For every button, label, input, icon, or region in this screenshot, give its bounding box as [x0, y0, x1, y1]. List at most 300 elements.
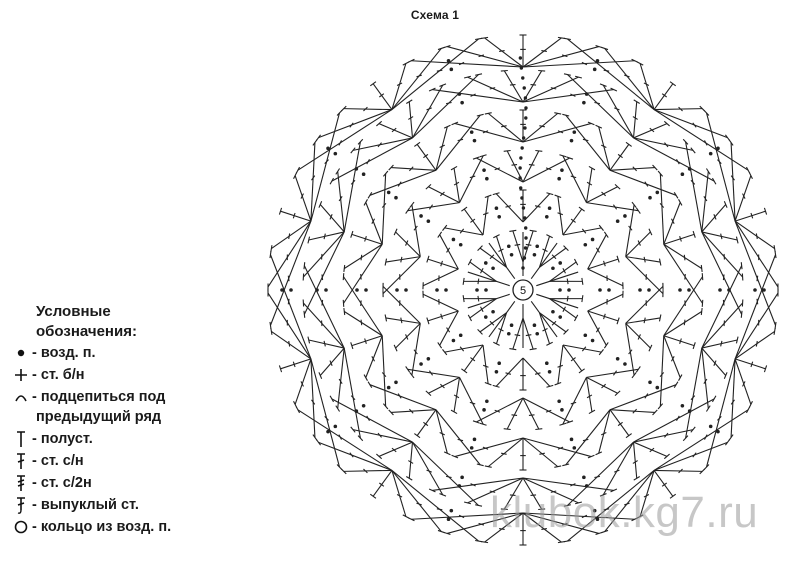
stitch-bar [446, 476, 451, 477]
stitch-bar [618, 422, 623, 425]
fan-stitch [460, 156, 484, 203]
stitch-top [344, 308, 345, 315]
stitch-top [504, 151, 511, 152]
fan-stitch [563, 156, 587, 203]
fan-stitch [610, 410, 629, 436]
stitch-top [741, 262, 742, 269]
legend-text-post: - выпуклый ст. [32, 497, 139, 513]
fan-stitch [686, 348, 702, 438]
stitch-bar [330, 214, 332, 219]
stitch-bar [662, 94, 667, 97]
chain-dot [616, 357, 620, 361]
fan-stitch [610, 168, 655, 171]
chain-dot [570, 438, 574, 442]
chain-dot [484, 315, 488, 319]
legend-title-line1: Условные [36, 303, 111, 320]
fan-stitch [702, 204, 726, 231]
stitch-top [394, 345, 397, 351]
stitch-bar [470, 402, 475, 404]
chain-dot [362, 404, 366, 408]
stitch-top [535, 429, 542, 430]
stitch-bar [721, 234, 722, 239]
stitch-bar [379, 94, 384, 97]
fan-stitch [539, 313, 566, 332]
chain-dot [524, 236, 527, 239]
stitch-top [712, 396, 715, 402]
chain-dot [444, 288, 448, 292]
dot-icon [10, 342, 32, 364]
chain-dot [623, 214, 627, 218]
legend-text-dc: - ст. с/н [32, 453, 84, 469]
stitch-top [649, 345, 652, 351]
fan-stitch [295, 359, 311, 404]
fan-stitch [707, 359, 736, 467]
stitch-bar [638, 241, 640, 246]
stitch-bar [470, 176, 475, 178]
stitch-bar [684, 320, 685, 326]
legend-title-line2: обозначения: [36, 323, 137, 340]
chain-dot [362, 172, 366, 176]
fan-stitch [423, 294, 458, 311]
stitch-top [308, 337, 310, 344]
stitch-top [615, 391, 620, 396]
stitch-bar [499, 51, 505, 52]
stitch-top [774, 328, 775, 335]
chain-dot [570, 139, 574, 143]
fan-stitch [539, 313, 549, 344]
fan-stitch [664, 336, 694, 346]
stitch-top [475, 38, 482, 39]
fan-stitch [610, 410, 655, 413]
fan-stitch [523, 438, 591, 457]
chain-dot [583, 333, 587, 337]
stitch-top [463, 295, 464, 302]
fan-stitch [343, 277, 382, 336]
chain-dot [551, 310, 555, 314]
chain-dot [387, 386, 391, 390]
chain-dot [523, 86, 526, 89]
stitch-bar [756, 233, 757, 239]
fan-stitch [735, 211, 765, 221]
chain-dot [419, 214, 423, 218]
stitch-top [774, 245, 775, 252]
fan-stitch [664, 202, 680, 244]
arc-icon [10, 386, 32, 408]
watermark: klubok.kg7.ru [490, 488, 759, 537]
chain-dot [334, 425, 338, 429]
stitch-bar [289, 341, 290, 347]
chain-dot [560, 168, 564, 172]
chain-dot [482, 408, 486, 412]
stitch-bar [322, 274, 323, 280]
stitch-bar [406, 241, 408, 246]
stitch-top [475, 505, 482, 506]
stitch-top [304, 262, 305, 269]
stitch-bar [289, 233, 290, 239]
fan-stitch [586, 377, 591, 411]
chain-dot [447, 59, 451, 63]
fan-stitch [634, 399, 715, 442]
chain-dot [616, 219, 620, 223]
fan-stitch [483, 345, 488, 384]
fan-stitch [523, 38, 561, 67]
fan-stitch [304, 266, 344, 348]
fan-stitch [271, 221, 311, 249]
fan-stitch [470, 299, 496, 318]
fan-stitch [634, 138, 715, 181]
stitch-top [385, 314, 386, 321]
stitch-bar [594, 476, 599, 477]
chain-dot [718, 288, 722, 292]
chain-dot [524, 116, 527, 119]
fan-stitch [408, 369, 460, 377]
stitch-top [702, 300, 703, 307]
fan-stitch [634, 124, 667, 138]
chain-dot [648, 380, 652, 384]
stitch-bar [714, 214, 716, 219]
fan-stitch [563, 209, 582, 235]
stitch-bar [324, 234, 325, 239]
fan-stitch [735, 359, 751, 404]
spoke-stitch [468, 294, 510, 308]
fan-stitch [654, 470, 702, 471]
stitch-bar [535, 206, 540, 208]
fan-stitch [295, 176, 311, 221]
fan-stitch [344, 244, 382, 268]
fan-stitch [702, 232, 737, 240]
chain-dot [522, 206, 525, 209]
fan-stitch [654, 410, 748, 471]
plus-icon [10, 364, 32, 386]
stitch-bar [478, 296, 479, 302]
fan-stitch [664, 244, 702, 268]
fan-stitch [586, 187, 617, 203]
stitch-top [615, 184, 620, 189]
chain-dot [495, 370, 499, 374]
stitch-top [330, 396, 333, 402]
spoke-stitch [531, 243, 557, 279]
fan-stitch [280, 211, 310, 221]
stitch-top [554, 113, 561, 114]
chain-dot [548, 370, 552, 374]
fan-stitch [610, 144, 629, 170]
stitch-bar [506, 373, 511, 375]
legend-text-ring: - кольцо из возд. п. [32, 519, 172, 535]
chain-dot [598, 288, 602, 292]
fan-stitch [391, 410, 436, 413]
stitch-top [558, 542, 565, 543]
fan-stitch [382, 174, 385, 245]
fan-stitch [563, 228, 601, 235]
fan-stitch [352, 234, 382, 244]
stitch-top [535, 151, 542, 152]
legend-row-dc [10, 450, 240, 472]
fan-stitch [320, 348, 344, 375]
stitch-top [385, 259, 386, 266]
stitch-bar [288, 299, 289, 305]
fan-stitch [610, 385, 676, 410]
chain-dot [394, 196, 398, 200]
chain-dot [551, 266, 555, 270]
stitch-bar [662, 483, 667, 486]
stitch-bar [571, 402, 576, 404]
stitch-top [582, 295, 583, 302]
stitch-bar [423, 154, 428, 157]
chain-dot [558, 261, 562, 265]
legend-row-hdc [10, 428, 240, 450]
fan-stitch [586, 369, 638, 377]
chain-dot [681, 404, 685, 408]
chain-dot [497, 215, 501, 219]
stitch-bar [470, 358, 475, 361]
fan-stitch [460, 377, 484, 424]
fan-stitch [654, 109, 702, 110]
chain-dot [419, 362, 423, 366]
fan-stitch [417, 144, 436, 170]
chain-dot [355, 288, 359, 292]
stitch-top [574, 259, 577, 265]
fan-stitch [470, 262, 496, 281]
chain-dot [583, 243, 587, 247]
stitch-bar [756, 341, 757, 347]
fan-stitch [634, 442, 637, 478]
fan-stitch [412, 85, 442, 138]
chain-dot [485, 399, 489, 403]
stitch-bar [526, 335, 532, 336]
chain-dot [450, 509, 454, 513]
fan-stitch [654, 84, 673, 110]
fan-stitch [586, 377, 617, 393]
legend-text-sc: - ст. б/н [32, 367, 85, 383]
fan-stitch [550, 262, 576, 281]
chain-dot [394, 380, 398, 384]
chain-dot [518, 176, 521, 179]
fan-stitch [409, 102, 412, 138]
fan-stitch [379, 124, 412, 138]
chain-dot [521, 76, 524, 79]
stitch-top [376, 121, 381, 126]
fan-stitch [445, 345, 483, 352]
stitch-top [579, 369, 585, 373]
fan-stitch [332, 138, 413, 181]
chain-dot [519, 156, 522, 159]
stitch-bar [446, 102, 451, 103]
fan-stitch [370, 170, 436, 195]
stitch-bar [512, 165, 518, 166]
fan-stitch [483, 196, 488, 235]
fan-stitch [523, 61, 635, 67]
chain-dot [638, 288, 642, 292]
stitch-bar [501, 126, 506, 127]
stitch-top [701, 265, 702, 272]
stitch-bar [515, 244, 521, 245]
stitch-top [468, 315, 471, 321]
stitch-top [271, 245, 272, 252]
chain-dot [709, 425, 713, 429]
chain-dot [535, 332, 539, 336]
fan-stitch [550, 299, 576, 318]
stitch-top [530, 349, 537, 350]
fan-stitch [563, 345, 601, 352]
fan-stitch [412, 442, 442, 495]
chain-dot [523, 126, 526, 129]
chain-dot [450, 68, 454, 72]
chain-dot [558, 315, 562, 319]
chain-dot [427, 219, 431, 223]
fan-stitch [610, 170, 676, 195]
chain-dot [497, 361, 501, 365]
stitch-top [702, 273, 703, 280]
stitch-top [414, 434, 420, 438]
fan-stitch [664, 312, 702, 336]
stitch-bar [644, 318, 645, 323]
chain-dot [364, 288, 368, 292]
chain-dot [452, 238, 456, 242]
chain-dot [452, 339, 456, 343]
chain-dot [484, 288, 488, 292]
stitch-top [485, 113, 492, 114]
chain-dot [523, 256, 526, 259]
stitch-top [558, 37, 565, 38]
legend-row-post [10, 494, 240, 516]
fan-stitch [588, 269, 623, 286]
stitch-top [426, 391, 431, 396]
fan-stitch [563, 345, 582, 371]
stitch-bar [684, 255, 685, 261]
stitch-top [414, 142, 420, 146]
chain-dot [289, 288, 293, 292]
stitch-top [330, 178, 333, 184]
stitch-bar [478, 279, 479, 285]
chain-dot [520, 196, 523, 199]
stitch-bar [330, 361, 332, 366]
legend-text-arc-cont: предыдущий ряд [36, 409, 162, 425]
fan-stitch [411, 61, 523, 67]
stitch-top [475, 74, 482, 75]
stitch-top [564, 38, 571, 39]
legend-text-chain: - возд. п. [32, 345, 96, 361]
chain-dot [655, 386, 659, 390]
fan-stitch [485, 38, 523, 67]
stitch-bar [406, 334, 408, 339]
stitch-top [504, 429, 511, 430]
chain-dot [648, 196, 652, 200]
post-stitch-icon [10, 494, 32, 516]
stitch-bar [583, 439, 588, 440]
fan-stitch [702, 348, 726, 375]
fan-stitch [298, 410, 392, 471]
stitch-top [296, 167, 299, 173]
chain-dot [459, 333, 463, 337]
chain-dot [709, 152, 713, 156]
fan-stitch [496, 236, 506, 267]
fan-stitch [332, 399, 413, 442]
stitch-top [270, 322, 271, 329]
stitch-bar [501, 453, 506, 454]
fan-stitch [280, 359, 310, 369]
chain-dot [404, 288, 408, 292]
fan-stitch [603, 442, 633, 495]
fan-stitch [309, 232, 344, 240]
chain-dot [655, 191, 659, 195]
stitch-bar [458, 139, 463, 140]
fan-stitch [664, 234, 694, 244]
stitch-top [564, 540, 571, 541]
fan-stitch [735, 331, 775, 359]
chain-dot [510, 323, 514, 327]
double-crochet-icon [10, 450, 32, 472]
chain-dot [593, 68, 597, 72]
chain-dot [582, 476, 586, 480]
chain-dot [458, 92, 462, 96]
chain-dot [470, 130, 474, 134]
stitch-bar [535, 373, 540, 375]
chain-dot [473, 139, 477, 143]
stitch-bar [541, 51, 547, 52]
fan-stitch [586, 168, 591, 202]
stitch-top [712, 178, 715, 184]
stitch-top [271, 328, 272, 335]
fan-stitch [634, 442, 667, 456]
stitch-top [626, 434, 632, 438]
fan-stitch [654, 110, 748, 171]
spoke-stitch [536, 294, 578, 308]
fan-stitch [309, 340, 344, 348]
stitch-bar [539, 126, 544, 127]
fan-stitch [523, 123, 591, 142]
chain-dot [535, 244, 539, 248]
chain-dot [395, 288, 399, 292]
stitch-top [509, 230, 516, 231]
fan-stitch [271, 331, 311, 359]
stitch-top [746, 167, 749, 173]
chain-dot [507, 244, 511, 248]
fan-stitch [588, 294, 623, 311]
stitch-bar [583, 139, 588, 140]
legend-text-tr: - ст. с/2н [32, 475, 92, 491]
stitch-bar [506, 206, 511, 208]
stitch-top [724, 201, 727, 207]
stitch-top [308, 237, 310, 244]
fan-stitch [539, 236, 549, 267]
legend-text-hdc: - полуст. [32, 431, 93, 447]
stitch-bar [379, 483, 384, 486]
fan-stitch [311, 359, 340, 467]
fan-stitch [464, 345, 483, 371]
stitch-bar [437, 509, 443, 510]
fan-stitch [586, 203, 638, 211]
chain-dot [473, 438, 477, 442]
fan-stitch [445, 228, 483, 235]
stitch-top [554, 466, 561, 467]
chain-dot [591, 339, 595, 343]
stitch-bar [723, 300, 724, 306]
chain-dot [558, 288, 562, 292]
stitch-bar [539, 453, 544, 454]
stitch-bar [567, 279, 568, 285]
chain-dot [533, 323, 537, 327]
fan-stitch [344, 142, 360, 232]
stitch-top [741, 311, 742, 318]
chain-dot [475, 288, 479, 292]
chain-dot [607, 288, 611, 292]
fan-stitch [496, 313, 506, 344]
stitch-top [475, 540, 482, 541]
stitch-bar [470, 219, 475, 222]
chain-dot [548, 206, 552, 210]
stitch-top [736, 337, 738, 344]
fan-stitch [366, 336, 382, 378]
